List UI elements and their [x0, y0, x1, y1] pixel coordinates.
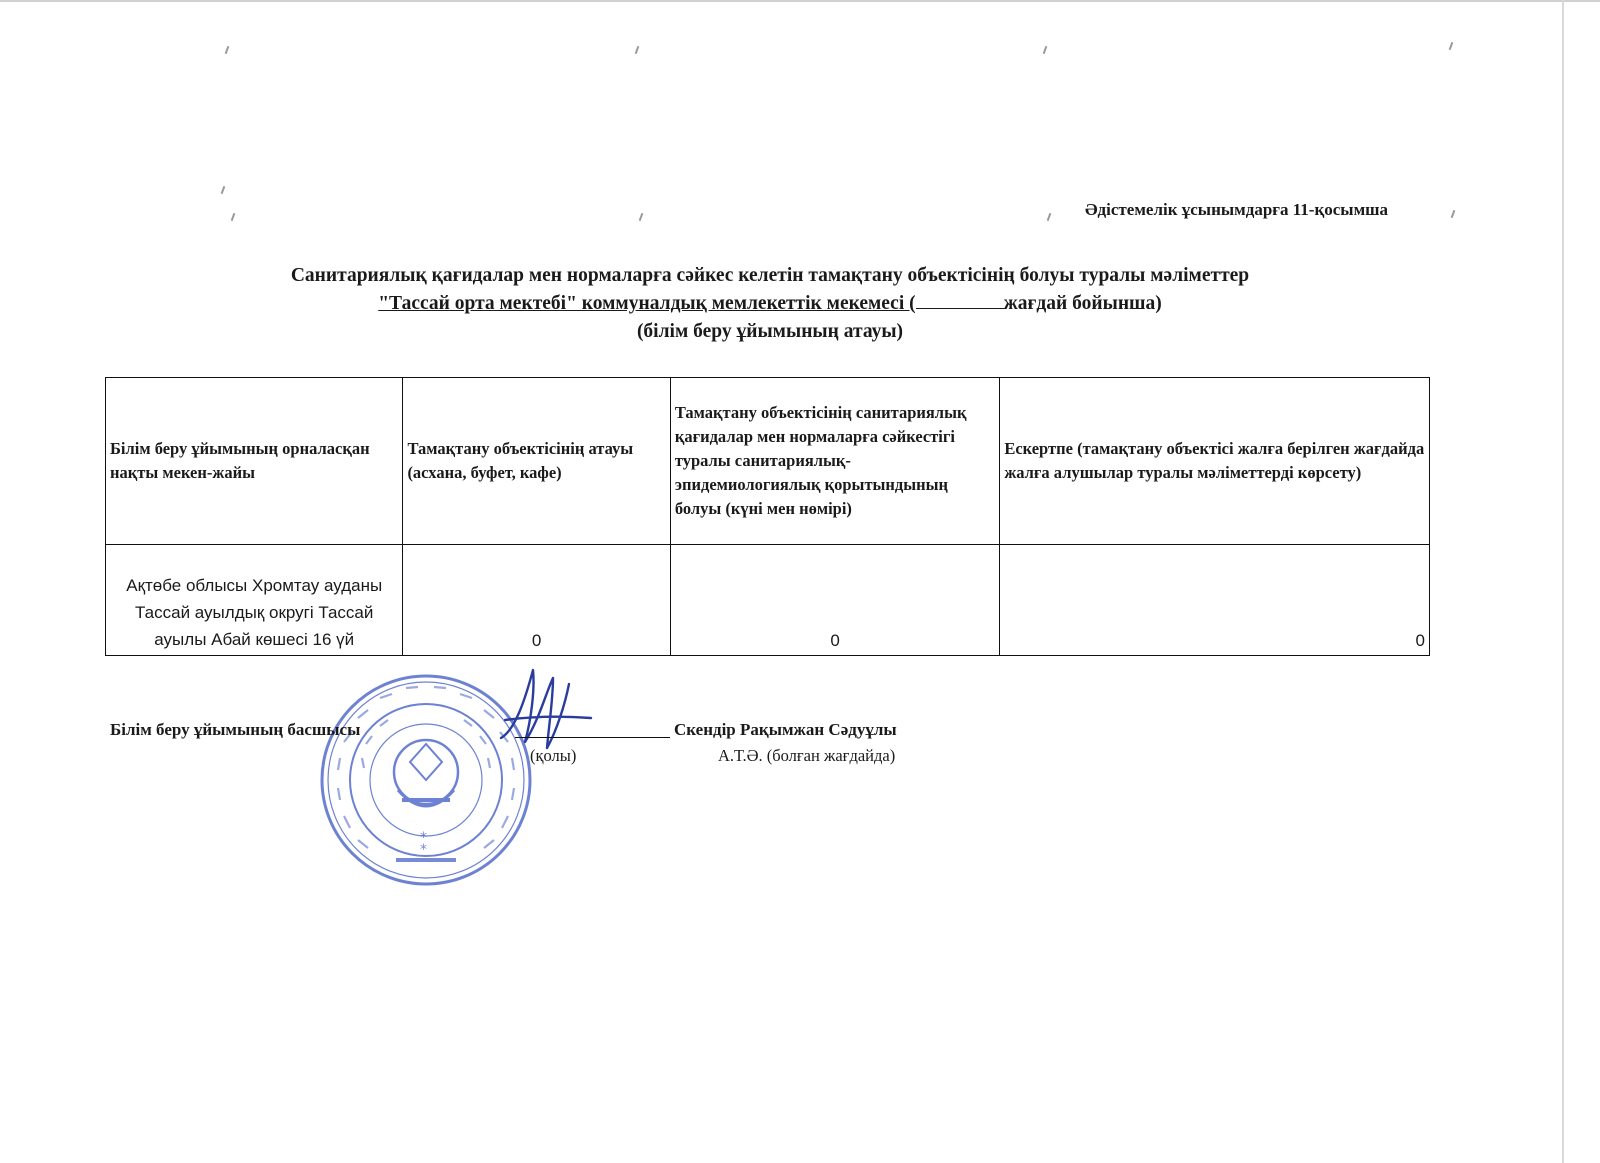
- director-name: Скендір Рақымжан Сәдуұлы: [674, 720, 897, 739]
- scan-speck: [1451, 210, 1456, 218]
- title-line-3: (білім беру ұйымының атауы): [636, 321, 904, 342]
- signature-caption: (қолы): [530, 746, 577, 765]
- table-row: [106, 545, 1430, 656]
- scan-speck: [225, 46, 230, 54]
- handwritten-signature-icon: [495, 660, 595, 760]
- date-blank: [916, 290, 1004, 309]
- name-caption: А.Т.Ә. (болған жағдайда): [718, 746, 896, 765]
- scan-speck: [1043, 46, 1048, 54]
- cell-address: Ақтөбе облысы Хромтау ауданы Тассай ауылдық округі Тассай ауылы Абай көшесі 16 үй: [106, 545, 403, 656]
- cell-conclusion: 0: [670, 545, 999, 656]
- scan-right-edge: [1562, 0, 1564, 1163]
- scan-top-edge: [0, 0, 1600, 2]
- scan-speck: [639, 213, 644, 221]
- scan-speck: [221, 186, 226, 194]
- svg-text:*: *: [420, 842, 427, 858]
- header-conclusion: Тамақтану объектісінің санитариялық қағидалар мен нормаларға сәйкестігі туралы санитариялық-эпидемиологиялық қорытындының болуы (күні мен нөмірі): [670, 378, 999, 545]
- header-address: Білім беру ұйымының орналасқан нақты мекен-жайы: [106, 378, 403, 545]
- svg-text:*: *: [420, 830, 427, 846]
- signature-label: Білім беру ұйымының басшысы: [110, 720, 361, 739]
- appendix-note: Әдістемелік ұсынымдарға 11-қосымша: [1085, 200, 1389, 219]
- title-line-1: Санитариялық қағидалар мен нормаларға сәйкес келетін тамақтану объектісінің болуы туралы мәліметтер: [290, 265, 1250, 286]
- table-header-row: [106, 378, 1430, 545]
- cell-note: 0: [1000, 545, 1430, 656]
- scan-speck: [1449, 42, 1454, 50]
- title-date-suffix: жағдай бойынша): [1003, 293, 1162, 314]
- info-table: [105, 377, 1430, 656]
- scan-speck: [231, 213, 236, 221]
- scan-speck: [1047, 213, 1052, 221]
- title-line-2: [378, 290, 1162, 318]
- organization-name: "Тассай орта мектебі" коммуналдық мемлекеттік мекемесі (: [378, 293, 916, 314]
- cell-facility: 0: [403, 545, 670, 656]
- header-facility: Тамақтану объектісінің атауы (асхана, буфет, кафе): [403, 378, 670, 545]
- document-title: [0, 262, 1540, 346]
- header-note: Ескертпе (тамақтану объектісі жалға берілген жағдайда жалға алушылар туралы мәліметтерді көрсету): [1000, 378, 1430, 545]
- scan-speck: [635, 46, 640, 54]
- signature-line: [515, 737, 670, 738]
